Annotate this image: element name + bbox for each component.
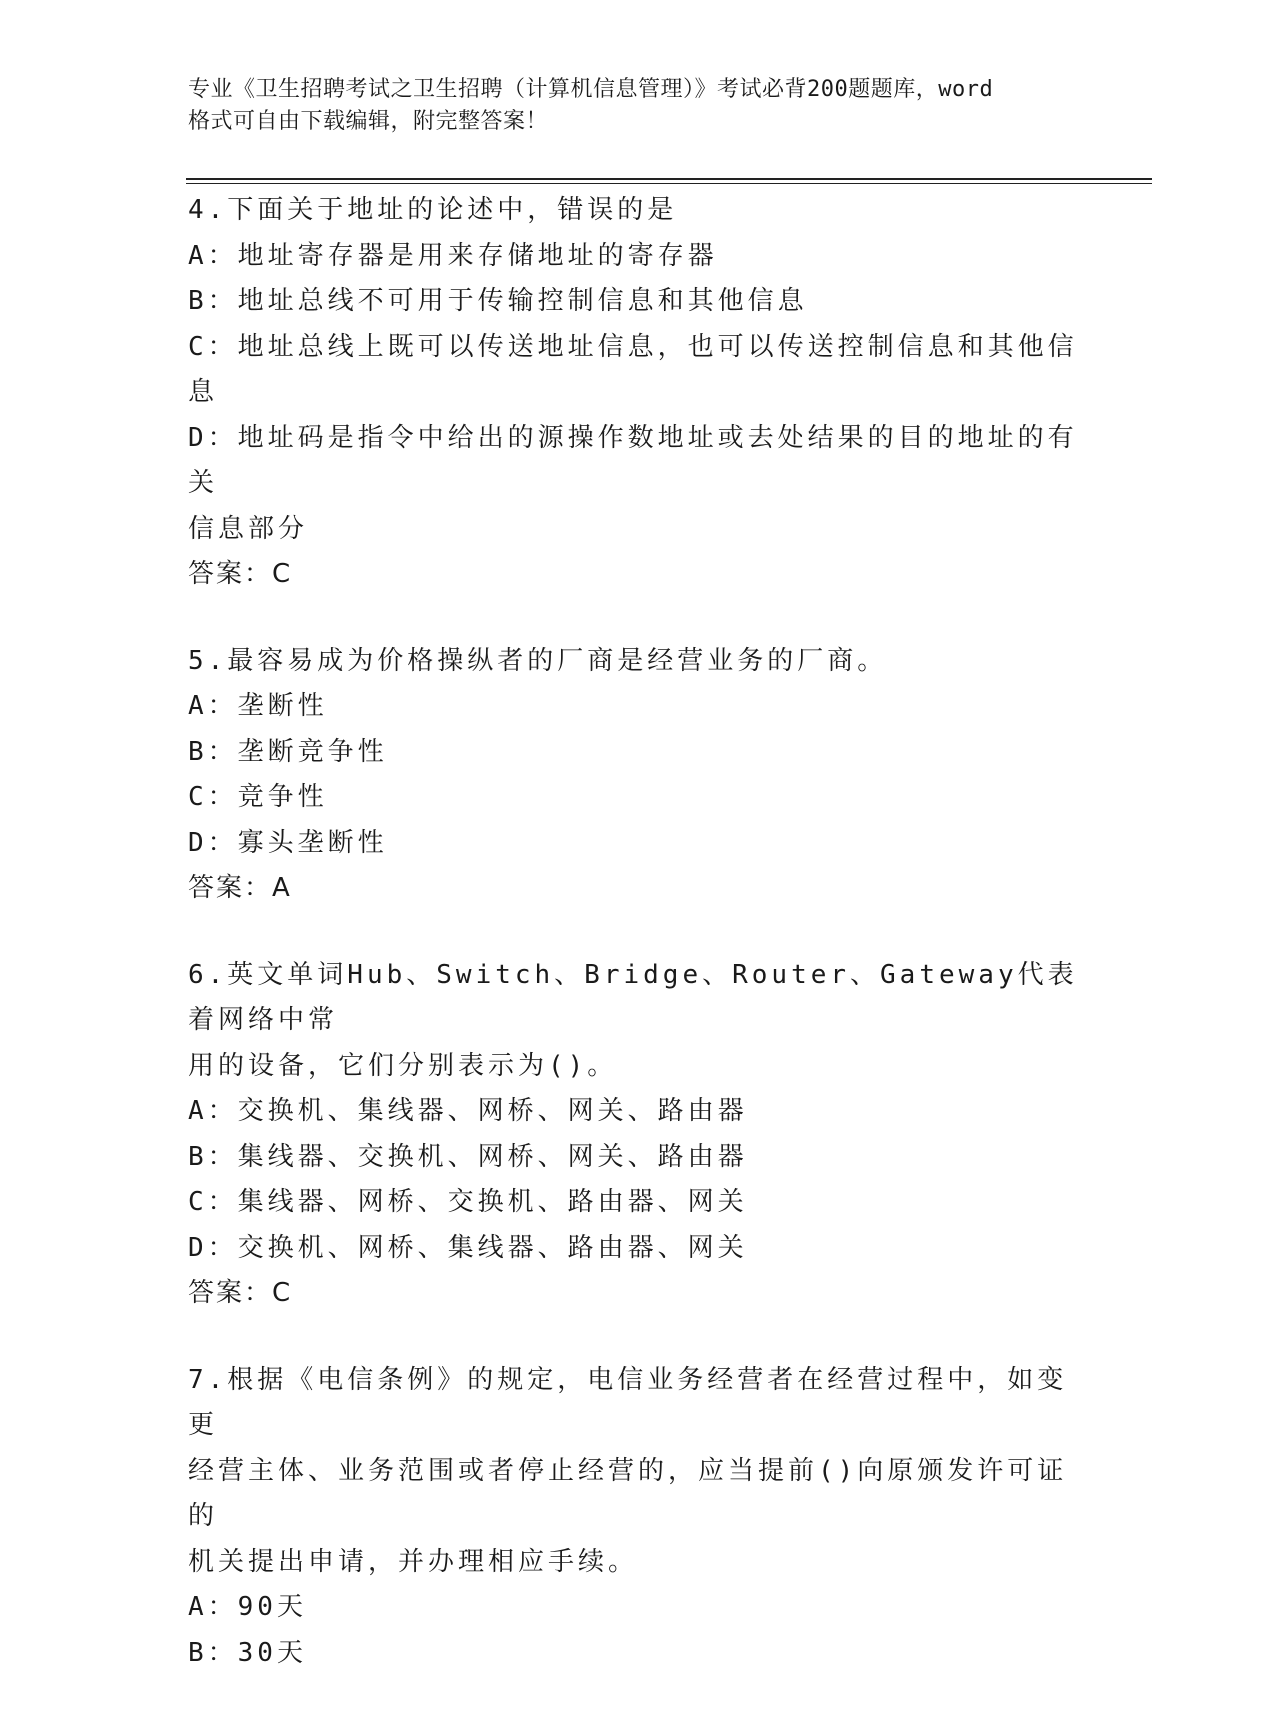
header-line-2: 格式可自由下载编辑，附完整答案！: [188, 109, 549, 134]
option-a: A：交换机、集线器、网桥、网关、路由器: [188, 1096, 748, 1126]
question-5: [188, 639, 1088, 912]
question-stem: 6.英文单词Hub、Switch、Bridge、Router、Gateway代表着网络中常: [188, 959, 1078, 1035]
option-a: A：垄断性: [188, 691, 328, 721]
header-divider-thick: [186, 178, 1152, 180]
question-list: [188, 188, 1088, 1717]
option-a: A：地址寄存器是用来存储地址的寄存器: [188, 240, 718, 271]
option-c: C：集线器、网桥、交换机、路由器、网关: [188, 1187, 748, 1217]
question-stem-continued: 用的设备，它们分别表示为()。: [188, 1050, 618, 1081]
question-6: [188, 953, 1088, 1317]
answer-line: 答案：C: [188, 1278, 293, 1308]
option-d: D：交换机、网桥、集线器、路由器、网关: [188, 1232, 748, 1263]
question-stem-continued: 机关提出申请，并办理相应手续。: [188, 1546, 639, 1577]
answer-line: 答案：C: [188, 559, 293, 589]
option-b: B：集线器、交换机、网桥、网关、路由器: [188, 1141, 748, 1172]
option-c: C：竞争性: [188, 782, 328, 812]
option-b: B：地址总线不可用于传输控制信息和其他信息: [188, 286, 808, 316]
option-c: C：地址总线上既可以传送地址信息，也可以传送控制信息和其他信息: [188, 331, 1078, 407]
option-d: D：地址码是指令中给出的源操作数地址或去处结果的目的地址的有关: [188, 422, 1078, 498]
document-header: [188, 74, 1088, 138]
option-b: B：30天: [188, 1637, 307, 1668]
question-stem: 4.下面关于地址的论述中，错误的是: [188, 195, 678, 225]
option-b: B：垄断竞争性: [188, 736, 388, 767]
question-4: [188, 188, 1088, 598]
option-d: D：寡头垄断性: [188, 827, 388, 858]
question-stem-continued: 经营主体、业务范围或者停止经营的，应当提前()向原颁发许可证的: [188, 1455, 1068, 1531]
answer-line: 答案：A: [188, 873, 292, 903]
question-stem: 7.根据《电信条例》的规定，电信业务经营者在经营过程中，如变更: [188, 1364, 1068, 1440]
header-line-1: 专业《卫生招聘考试之卫生招聘（计算机信息管理）》考试必背200题题库，word: [188, 77, 994, 102]
option-d-continued: 信息部分: [188, 513, 309, 544]
question-stem: 5.最容易成为价格操纵者的厂商是经营业务的厂商。: [188, 645, 888, 676]
header-divider-thin: [186, 183, 1152, 184]
option-a: A：90天: [188, 1592, 307, 1622]
question-7: [188, 1358, 1088, 1677]
